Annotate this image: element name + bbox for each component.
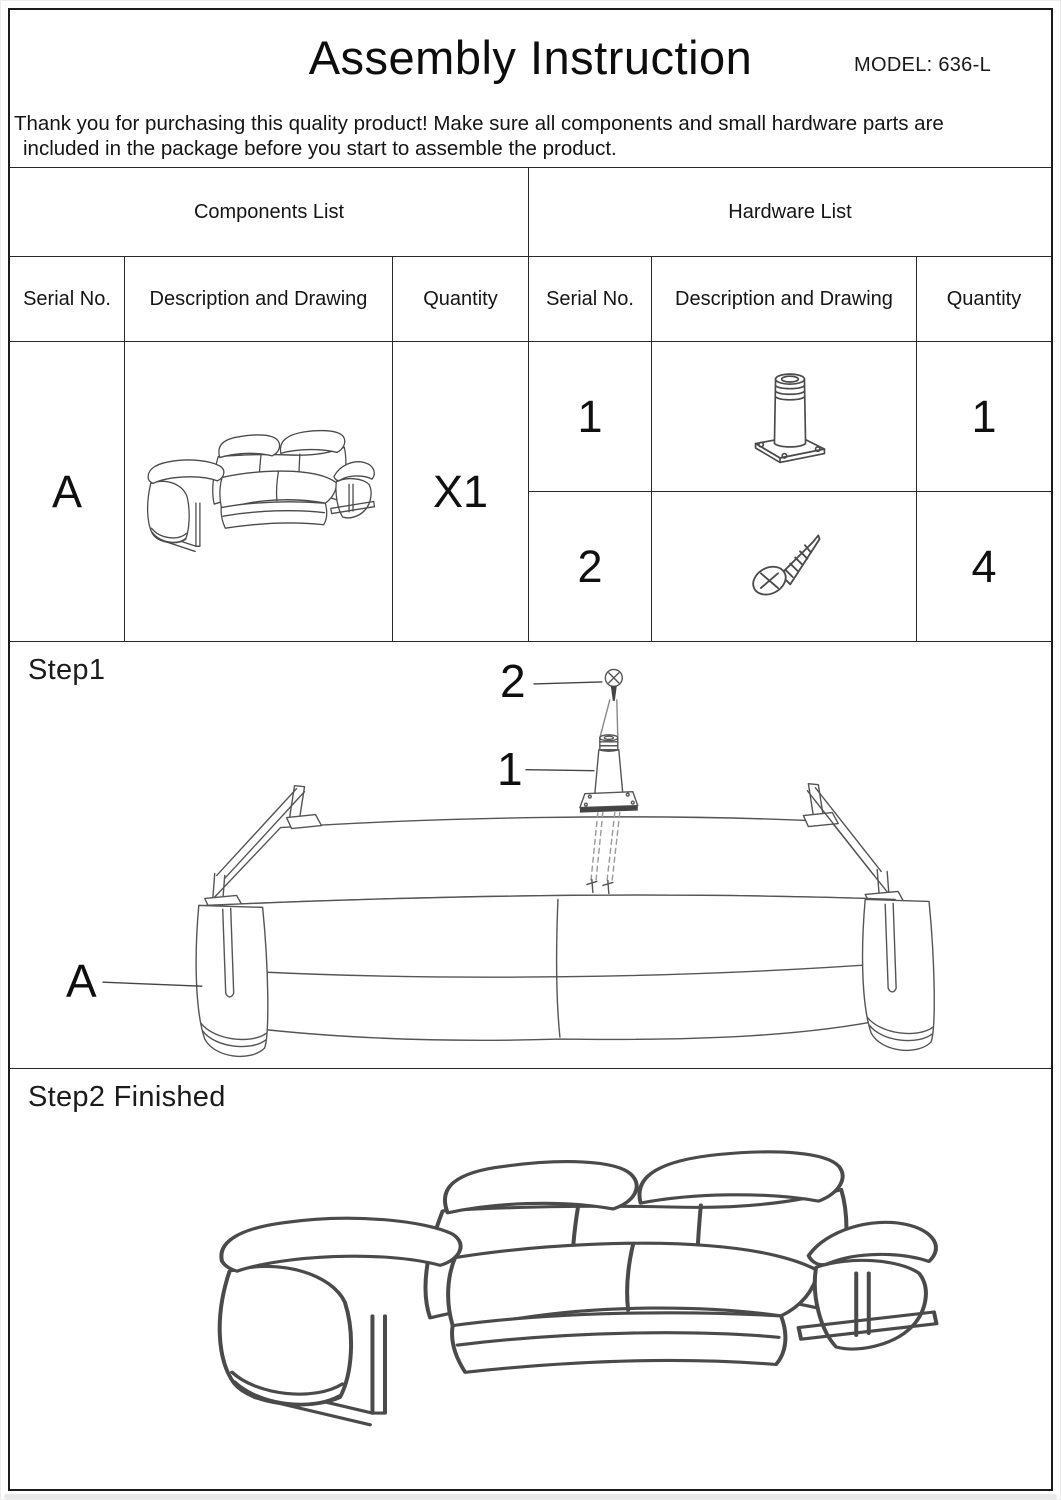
components-list-header: Components List: [10, 168, 528, 257]
step1-label: Step1: [28, 654, 106, 686]
intro-line-2: included in the package before you start to assemble the product.: [23, 136, 617, 160]
component-a-quantity: X1: [392, 342, 528, 642]
page-border: [8, 8, 1053, 1491]
page-edge-shadow: [4, 1494, 1057, 1499]
step2-label: Step2 Finished: [28, 1081, 226, 1113]
parts-table: [10, 167, 1051, 642]
components-col-serial: Serial No.: [10, 257, 124, 342]
sofa-line-drawing: [142, 424, 380, 579]
hardware-col-serial: Serial No.: [528, 257, 651, 342]
callout-sofa: A: [66, 955, 97, 1007]
intro-line-1: Thank you for purchasing this quality product! Make sure all components and small hardware parts are: [14, 112, 944, 135]
hardware-2-drawing-cell: [651, 492, 916, 642]
page-title: Assembly Instruction: [308, 31, 753, 84]
component-a-serial: A: [51, 466, 82, 517]
finished-sofa-drawing: [202, 1137, 954, 1487]
component-a-drawing-cell: [124, 342, 392, 642]
mounting-leg-line-drawing: [740, 362, 840, 474]
intro-paragraph: [14, 112, 1034, 161]
callout-leg: 1: [497, 743, 523, 795]
components-col-description: Description and Drawing: [124, 257, 392, 342]
screw-line-drawing: [734, 522, 844, 610]
components-col-quantity: Quantity: [392, 257, 528, 342]
hardware-col-quantity: Quantity: [916, 257, 1051, 342]
model-number: MODEL: 636-L: [854, 54, 991, 76]
hardware-1-serial: 1: [528, 342, 651, 492]
hardware-col-description: Description and Drawing: [651, 257, 916, 342]
hardware-1-quantity: 1: [916, 342, 1051, 492]
step2-section: [10, 1068, 1051, 1490]
step1-section: [10, 641, 1051, 1068]
hardware-2-quantity: 4: [916, 492, 1051, 642]
callout-screw: 2: [500, 655, 526, 707]
hardware-1-drawing-cell: [651, 342, 916, 492]
hardware-list-header: Hardware List: [528, 168, 1051, 257]
hardware-2-serial: 2: [528, 492, 651, 642]
step1-assembly-diagram: [10, 642, 1051, 1068]
